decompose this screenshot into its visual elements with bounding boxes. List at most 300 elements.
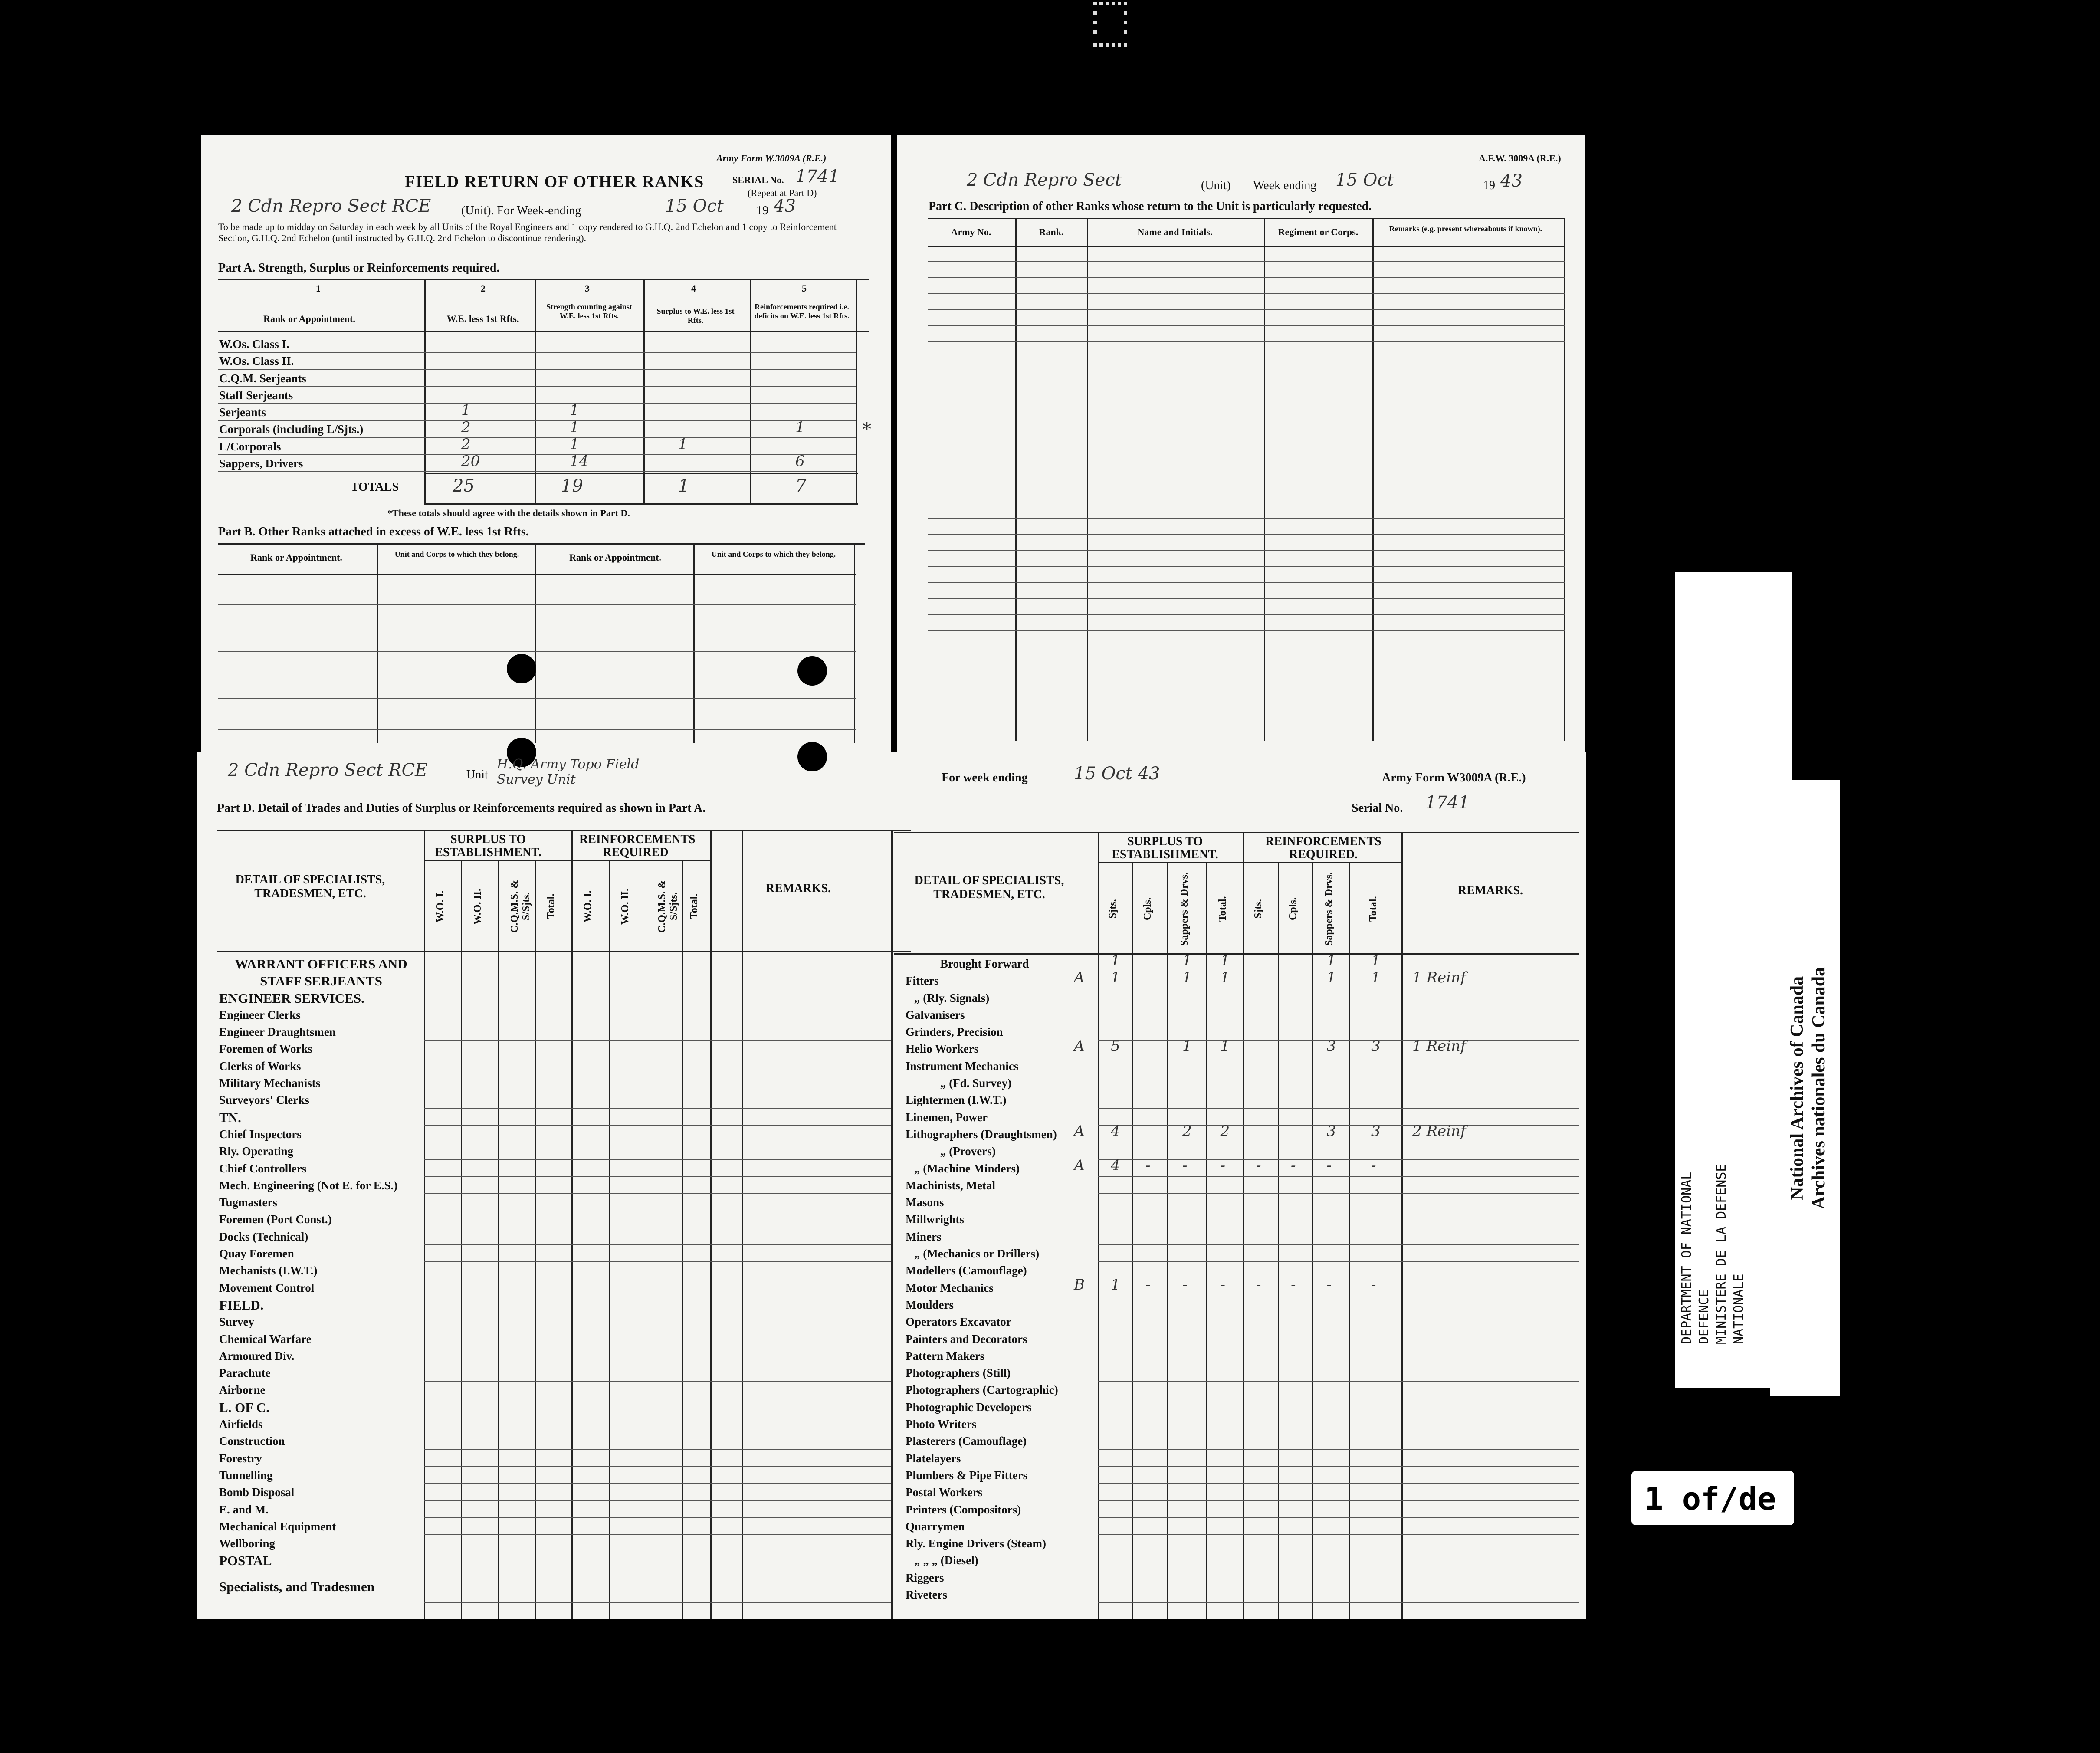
col-line [1278,862,1279,1619]
ruled-line [424,1176,891,1177]
left-item-list [219,955,423,1595]
subcol-header: Total. [1368,896,1379,922]
ruled-line [1098,1040,1579,1041]
col-number-4: 4 [691,283,696,294]
subcol-header: W.O. II. [472,888,483,925]
list-item: Quarrymen [906,1520,965,1533]
total-surplus: 1 [678,476,689,496]
entry-remark: 1 Reinf [1412,969,1466,987]
ruled-line [928,277,1565,278]
ruled-line [928,598,1565,599]
part-a-cell: 2 [461,418,471,436]
list-item: Photographic Developers [906,1400,1032,1414]
ruled-line [424,1602,891,1603]
list-item: Operators Excavator [906,1315,1011,1329]
ruled-line [1098,1483,1579,1484]
entry-value: 3 [1326,1123,1336,1140]
part-a-cell: 1 [570,401,579,419]
right-reinf-header: REINFORCEMENTS REQUIRED. [1265,835,1381,861]
ruled-line [424,1534,891,1535]
serial-label-d: Serial No. [1352,801,1403,815]
table-row-line [218,454,856,455]
ruled-line [1098,1261,1579,1262]
part-a-cell: 14 [570,453,589,470]
subcol-header: W.O. I. [582,890,594,922]
ruled-line [928,309,1565,310]
list-item: Engineer Draughtsmen [219,1025,336,1039]
ruled-line [424,1517,891,1518]
part-a-cell: 6 [795,453,805,470]
subcol-header: Total. [545,893,557,919]
week-label-c: Week ending [1253,179,1317,192]
list-item: Quay Foremen [219,1247,294,1261]
punch-hole [507,654,536,683]
table-row-line [218,369,856,370]
list-item: Brought Forward [940,957,1029,970]
list-item: Plumbers & Pipe Fitters [906,1468,1028,1482]
col-line [498,860,499,1619]
ruled-line [424,1244,891,1245]
entry-category: A [1074,1123,1085,1140]
table-row-line [218,352,856,353]
ruled-line [1098,1108,1579,1109]
total-strength: 19 [561,476,583,496]
list-item: Military Mechanists [219,1077,321,1090]
ruled-line [218,729,856,730]
col-header-we: W.E. less 1st Rfts. [446,313,519,324]
entry-remark: 2 Reinf [1412,1123,1466,1140]
ruled-line [1098,1466,1579,1467]
col-number-5: 5 [802,283,807,294]
col-header-reinf: Reinforcements required i.e. deficits on W.E. less 1st Rfts. [754,302,850,320]
list-item: Bomb Disposal [219,1486,295,1499]
entry-category: A [1074,1037,1085,1055]
entry-value: - [1291,1276,1296,1293]
year-prefix-c: 19 [1483,179,1495,192]
entry-value: 1 [1220,952,1230,969]
list-item: STAFF SERJEANTS [260,973,382,989]
list-item: Millwrights [906,1213,964,1226]
entry-value: 1 [1111,1276,1120,1293]
entry-value: - [1220,1276,1225,1293]
list-item: Rly. Operating [219,1145,294,1158]
subcol-header: C.Q.M.S. & S/Sjts. [509,880,532,933]
col-line [1167,862,1168,1619]
list-item: Clerks of Works [219,1059,301,1073]
subcol-header: Sjts. [1253,899,1264,919]
ruled-line [928,325,1565,326]
ruled-line [1098,1534,1579,1535]
ruled-line [1098,1449,1579,1450]
week-value: 15 Oct [665,196,724,216]
list-item: Helio Workers [906,1042,979,1056]
unit-label-d: Unit [466,768,488,781]
entry-value: 3 [1371,1037,1381,1055]
c-header-armyno: Army No. [951,227,991,237]
entry-value: 1 [1371,952,1381,969]
col-line [1312,862,1313,1619]
ruled-line [928,630,1565,631]
list-item: Platelayers [906,1451,961,1465]
unit-value: 2 Cdn Repro Sect RCE [231,196,431,216]
year-prefix: 19 [756,204,768,217]
ref-line: RG 24, C-3, vol. 14842 [1683,572,1699,745]
subcol-header: Sappers & Drvs. [1179,872,1190,946]
entry-category: A [1074,1156,1085,1174]
ruled-line [928,550,1565,551]
list-item: FIELD. [219,1297,264,1313]
part-c-title: Part C. Description of other Ranks whose return to the Unit is particularly requested. [929,200,1372,213]
entry-value: 5 [1111,1037,1120,1055]
list-item: Riveters [906,1588,947,1601]
right-surplus-header: SURPLUS TO ESTABLISHMENT. [1112,835,1218,861]
part-a-cell: 1 [678,435,688,453]
list-item: Pattern Makers [906,1349,985,1362]
part-c-sheet [897,135,1585,752]
list-item: Motor Mechanics [906,1281,994,1294]
list-item: Lithographers (Draughtsmen) [906,1127,1057,1141]
ruled-line [424,1159,891,1160]
archives-fr: Archives nationales du Canada [1809,967,1829,1210]
list-item: Construction [219,1435,285,1448]
entry-value: - [1182,1156,1188,1174]
remarks-header-right: REMARKS. [1457,884,1523,897]
list-item: Forestry [219,1451,262,1465]
ruled-line [1098,1517,1579,1518]
list-item: POSTAL [219,1553,272,1569]
left-detail-header: DETAIL OF SPECIALISTS, TRADESMEN, ETC. [235,873,385,900]
dept-line: MINISTERE DE LA DEFENSE [1714,1164,1729,1344]
rank-item: Sappers, Drivers [219,457,303,470]
list-item: „ (Fd. Survey) [940,1077,1012,1090]
list-item: Photographers (Still) [906,1366,1011,1380]
subcol-header: Cpls. [1142,897,1153,921]
list-item: Wellboring [219,1537,276,1550]
part-d-sheet [197,752,1586,1619]
list-item: Riggers [906,1571,944,1584]
list-item: L. OF C. [219,1399,269,1415]
dept-line: DEFENCE [1696,1289,1712,1344]
list-item: Postal Workers [906,1486,983,1499]
part-ab-sheet [201,135,891,752]
part-b-h3: Rank or Appointment. [569,552,661,563]
totals-label: TOTALS [351,480,399,494]
c-header-regiment: Regiment or Corps. [1278,227,1358,237]
total-reinf: 7 [795,476,807,496]
entry-value: 1 [1182,1037,1192,1055]
c-header-name: Name and Initials. [1137,227,1213,237]
remarks-header-left: REMARKS. [765,882,831,895]
list-item: Photographers (Cartographic) [906,1383,1058,1397]
ref-line: No. 3 Field Survey Company, Corps of [1718,572,1733,854]
list-item: Armoured Div. [219,1349,295,1362]
ruled-line [424,1483,891,1484]
col-line [461,860,462,1619]
list-item: „ (Provers) [940,1145,996,1158]
c-header-rank: Rank. [1039,227,1064,237]
list-item: „ (Machine Minders) [914,1162,1020,1175]
list-item: Movement Control [219,1281,315,1294]
unit-note-d: H.Q. Army Topo Field Survey Unit [497,757,640,787]
subcol-header: Total. [689,893,700,919]
ruled-line [218,651,856,652]
archives-en: National Archives of Canada [1787,976,1807,1201]
year-value: 43 [774,196,796,216]
entry-value: 1 [1220,969,1230,987]
ruled-line [1098,1176,1579,1177]
ruled-line [928,261,1565,262]
list-item: Survey [219,1315,254,1329]
list-item: „ (Mechanics or Drillers) [914,1247,1040,1261]
part-a-cell: 20 [461,453,480,470]
part-a-title: Part A. Strength, Surplus or Reinforcements required. [218,261,500,275]
col-number-3: 3 [585,283,590,294]
col-header-strength: Strength counting against W.E. less 1st Rfts. [546,302,632,320]
unit-value-d: 2 Cdn Repro Sect RCE [228,760,428,780]
rank-item: Corporals (including L/Sjts.) [219,423,364,436]
ruled-line [424,1500,891,1501]
ref-line: Royal Canadian Engineers [1736,572,1751,760]
ruled-line [928,582,1565,583]
list-item: Foremen of Works [219,1042,312,1056]
list-item: Engineer Clerks [219,1008,301,1021]
list-item: Moulders [906,1298,954,1311]
list-item: Tugmasters [219,1196,278,1209]
list-item: Rly. Engine Drivers (Steam) [906,1537,1046,1550]
subcol-header: Sappers & Drvs. [1323,872,1335,946]
ruled-line [424,1193,891,1194]
list-item: Mech. Engineering (Not E. for E.S.) [219,1179,398,1192]
list-item: Printers (Compositors) [906,1503,1021,1516]
entry-value: 1 [1182,952,1192,969]
list-item: Linemen, Power [906,1110,988,1124]
col-line [535,860,536,1619]
entry-value: 1 [1371,969,1381,987]
ruled-line [1098,1500,1579,1501]
week-value-c: 15 Oct [1335,170,1394,190]
list-item: Docks (Technical) [219,1230,308,1243]
list-item: Chief Inspectors [219,1127,302,1141]
ruled-line [218,698,856,699]
list-item: E. and M. [219,1503,269,1516]
punch-hole [797,742,827,771]
instructions: To be made up to midday on Saturday in each week by all Units of the Royal Engineers and 1 copy rendered to G.H.Q. 2nd Echelon and 1 copy to Reinforcement Section, G.H.Q. 2nd Echelon (until instructed by G.H.Q. 2nd Echelon to discontinue rendering). [218,221,837,243]
list-item: Grinders, Precision [906,1025,1003,1039]
punch-hole [797,656,827,686]
list-item: „ (Rly. Signals) [914,991,990,1005]
list-item: Plasterers (Camouflage) [906,1435,1027,1448]
reel-label [1631,1471,1794,1525]
rank-item: Staff Serjeants [219,388,293,402]
list-item: Fitters [906,974,939,988]
ruled-line [928,293,1565,294]
col-line [1132,862,1133,1619]
star-mark: * [863,420,871,440]
list-item: Painters and Decorators [906,1332,1027,1346]
col-line [1349,862,1350,1619]
ruled-line [928,518,1565,519]
ruled-line [1098,1244,1579,1245]
right-detail-header: DETAIL OF SPECIALISTS, TRADESMEN, ETC. [914,874,1064,901]
ruled-line [1098,1602,1579,1603]
table-row-line [218,437,856,438]
ruled-line [424,1261,891,1262]
subcol-header: W.O. II. [619,888,631,925]
col-line [609,860,610,1619]
rank-item: W.Os. Class II. [219,355,294,368]
subcol-header: W.O. I. [435,890,446,922]
col-number-1: 1 [316,283,321,294]
list-item: Airfields [219,1418,263,1431]
list-item: „ „ „ (Diesel) [914,1554,978,1567]
table-row-line [218,420,856,421]
week-label-d: For week ending [942,771,1028,785]
entry-value: - [1182,1276,1188,1293]
entry-value: 2 [1182,1123,1192,1140]
entry-value: - [1371,1156,1376,1174]
entry-value: 1 [1111,969,1120,987]
ruled-line [928,341,1565,342]
left-reinf-header: REINFORCEMENTS REQUIRED [579,833,696,859]
table-row-line [218,386,856,387]
list-item: Masons [906,1196,944,1209]
week-value-d: 15 Oct 43 [1074,764,1160,784]
archives-name-label [1770,780,1840,1396]
list-item: Surveyors' Clerks [219,1093,309,1107]
entry-value: - [1256,1156,1261,1174]
right-item-list [906,955,1088,1603]
list-item: Galvanisers [906,1008,965,1021]
entry-value: 4 [1111,1156,1120,1174]
part-a-cell: 1 [570,435,579,453]
year-value-c: 43 [1500,171,1522,191]
entry-value: 3 [1326,1037,1336,1055]
entry-value: 1 [1111,952,1120,969]
left-surplus-header: SURPLUS TO ESTABLISHMENT. [435,833,541,859]
ruled-line [424,1449,891,1450]
list-item: Chemical Warfare [219,1332,312,1346]
col-header-surplus: Surplus to W.E. less 1st Rfts. [656,307,735,325]
table-row-line [218,403,856,404]
list-item: Specialists, and Tradesmen [219,1579,374,1594]
entry-value: 1 [1220,1037,1230,1055]
part-b-title: Part B. Other Ranks attached in excess of W.E. less 1st Rfts. [218,525,529,538]
entry-category: A [1074,969,1085,987]
ruled-line [928,566,1565,567]
serial-label: SERIAL No. [732,174,784,185]
col-line [424,860,425,1619]
ruled-line [424,1381,891,1382]
dept-line: DEPARTMENT OF NATIONAL [1679,1172,1694,1344]
rank-item: L/Corporals [219,440,281,453]
reel-label-text: 1 of/de [1644,1481,1776,1517]
rank-item: W.Os. Class I. [219,338,289,351]
entry-value: 1 [1326,969,1336,987]
ruled-line [424,1108,891,1109]
ruled-line [1098,1159,1579,1160]
subcol-header: Sjts. [1107,899,1119,919]
entry-value: 3 [1371,1123,1381,1140]
col-line [1206,862,1207,1619]
rank-list [219,336,427,472]
serial-value-d: 1741 [1425,793,1470,813]
table-row-line [218,471,856,472]
entry-value: - [1326,1276,1332,1293]
list-item: Machinists, Metal [906,1179,995,1192]
list-item: Modellers (Camouflage) [906,1264,1027,1277]
form-label-d: Army Form W3009A (R.E.) [1382,771,1526,785]
list-item: WARRANT OFFICERS AND [235,956,407,972]
part-d-title: Part D. Detail of Trades and Duties of Surplus or Reinforcements required as shown in Part A. [217,801,706,815]
entry-value: 1 [1326,952,1336,969]
c-header-remarks: Remarks (e.g. present whereabouts if known). [1389,224,1542,233]
form-title: FIELD RETURN OF OTHER RANKS [405,173,705,191]
ruled-line [928,614,1565,615]
unit-label-c: (Unit) [1201,179,1231,192]
ruled-line [424,1466,891,1467]
list-item: Miners [906,1230,942,1243]
list-item: Parachute [219,1366,271,1380]
list-item: Foremen (Port Const.) [219,1213,332,1226]
ref-line: File/Dossier 1725 [1701,572,1716,706]
ruled-line [1098,1125,1579,1126]
ruled-line [1098,1193,1579,1194]
list-item: TN. [219,1110,241,1125]
part-b-h2: Unit and Corps to which they belong. [394,550,519,558]
dept-line: NATIONALE [1731,1274,1746,1344]
list-item: Mechanical Equipment [219,1520,336,1533]
form-code: Army Form W.3009A (R.E.) [716,153,827,164]
entry-category: B [1074,1276,1085,1293]
part-b-h1: Rank or Appointment. [250,552,342,563]
ruled-line [1098,1381,1579,1382]
col-header-rank: Rank or Appointment. [263,313,355,324]
rank-item: Serjeants [219,406,266,419]
ruled-line [218,604,856,605]
entry-value: 1 [1182,969,1192,987]
subcol-header: Cpls. [1287,897,1299,921]
subcol-header: Total. [1217,896,1228,922]
col-line [710,860,711,1619]
list-item: Tunnelling [219,1468,273,1482]
part-a-cell: 2 [461,435,471,453]
rank-item: C.Q.M. Serjeants [219,371,306,385]
subcol-header: C.Q.M.S. & S/Sjts. [656,880,679,933]
list-item: Instrument Mechanics [906,1059,1019,1073]
serial-value: 1741 [795,167,840,187]
entry-value: 4 [1111,1123,1120,1140]
entry-value: - [1371,1276,1376,1293]
col-line [571,860,572,1619]
entry-value: - [1145,1156,1151,1174]
entry-value: - [1220,1156,1225,1174]
col-number-2: 2 [481,283,486,294]
ruled-line [424,1125,891,1126]
ruled-line [424,1040,891,1041]
entry-value: - [1145,1276,1151,1293]
ruled-line [928,534,1565,535]
part-a-cell: 1 [570,418,579,436]
list-item: Lightermen (I.W.T.) [906,1093,1007,1107]
film-marker [1093,0,1132,52]
total-we: 25 [453,476,475,496]
list-item: Mechanists (I.W.T.) [219,1264,318,1277]
entry-remark: 1 Reinf [1412,1037,1466,1055]
list-item: Photo Writers [906,1418,977,1431]
list-item: Chief Controllers [219,1162,307,1175]
unit-label: (Unit). For Week-ending [461,204,581,217]
unit-value-c: 2 Cdn Repro Sect [967,170,1122,190]
